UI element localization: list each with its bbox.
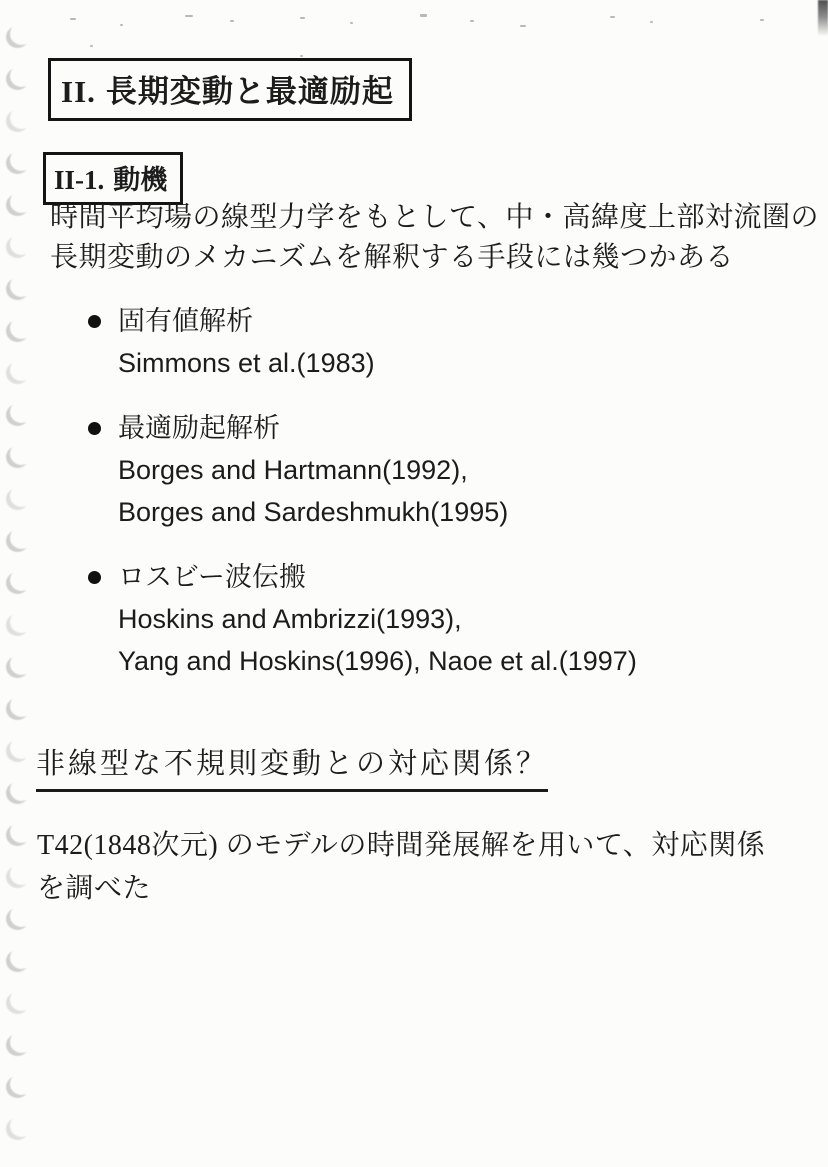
scan-speck [610,16,615,18]
binder-hole-mark [6,320,29,342]
conclusion-paragraph [37,824,817,910]
binder-hole-mark [6,950,29,972]
bullet-icon [88,422,101,435]
bullet-icon [88,315,101,328]
conclusion-line-2: を調べた [37,873,152,904]
binder-hole-mark [6,194,29,216]
intro-paragraph [50,198,825,278]
binder-hole-mark [6,446,29,468]
reference-line: Simmons et al.(1983) [118,348,375,378]
title-text: 長期変動と最適励起 [105,74,394,109]
list-item [88,407,788,533]
binder-hole-mark [6,530,29,552]
scan-speck [90,45,93,47]
binder-hole-mark [6,782,29,804]
scan-speck [650,21,653,23]
reference-line: Borges and Sardeshmukh(1995) [118,497,509,527]
binder-hole-mark [6,698,29,720]
binder-hole-mark [6,572,29,594]
scan-speck [420,14,427,17]
title-box [48,58,412,121]
scan-speck [300,55,303,57]
bullet-label: 固有値解析 [118,306,253,336]
binder-holes [0,0,40,1167]
binder-hole-mark [6,614,29,636]
scan-speck [230,20,234,22]
bullet-icon [88,571,101,584]
binder-hole-mark [6,908,29,930]
scan-smudge [818,0,828,38]
scan-speck [350,22,353,24]
binder-hole-mark [6,404,29,426]
title-numeral: II. [61,74,96,109]
scan-speck [185,15,193,17]
bullet-label: 最適励起解析 [118,413,280,443]
binder-hole-mark [6,824,29,846]
reference-line: Borges and Hartmann(1992), [118,455,468,485]
intro-line-2: 長期変動のメカニズムを解釈する手段には幾つかある [50,242,735,273]
binder-hole-mark [6,488,29,510]
binder-hole-mark [6,866,29,888]
binder-hole-mark [6,236,29,258]
bullet-label: ロスビー波伝搬 [118,562,306,592]
binder-hole-mark [6,656,29,678]
binder-hole-mark [6,26,29,48]
intro-line-1: 時間平均場の線型力学をもとして、中・高緯度上部対流圏の [50,202,819,233]
binder-hole-mark [6,1076,29,1098]
binder-hole-mark [6,740,29,762]
section-text: 動機 [113,165,168,195]
binder-hole-mark [6,152,29,174]
scan-speck [300,17,305,19]
binder-hole-mark [6,362,29,384]
binder-hole-mark [6,278,29,300]
binder-hole-mark [6,992,29,1014]
scan-speck [520,25,526,27]
binder-hole-mark [6,1118,29,1140]
scan-speck [70,18,76,20]
method-list [88,300,788,705]
binder-hole-mark [6,68,29,90]
section-numeral: II-1. [54,165,105,195]
reference-line: Hoskins and Ambrizzi(1993), [118,604,462,634]
scan-speck [760,19,764,21]
question-heading: 非線型な不規則変動との対応関係？ [36,741,548,792]
list-item [88,556,788,682]
binder-hole-mark [6,110,29,132]
binder-hole-mark [6,1034,29,1056]
reference-line: Yang and Hoskins(1996), Naoe et al.(1997) [118,646,637,676]
conclusion-line-1: T42(1848次元) のモデルの時間発展解を用いて、対応関係 [37,830,766,861]
scan-speck [120,24,123,26]
scan-speck [470,20,474,22]
list-item [88,300,788,384]
